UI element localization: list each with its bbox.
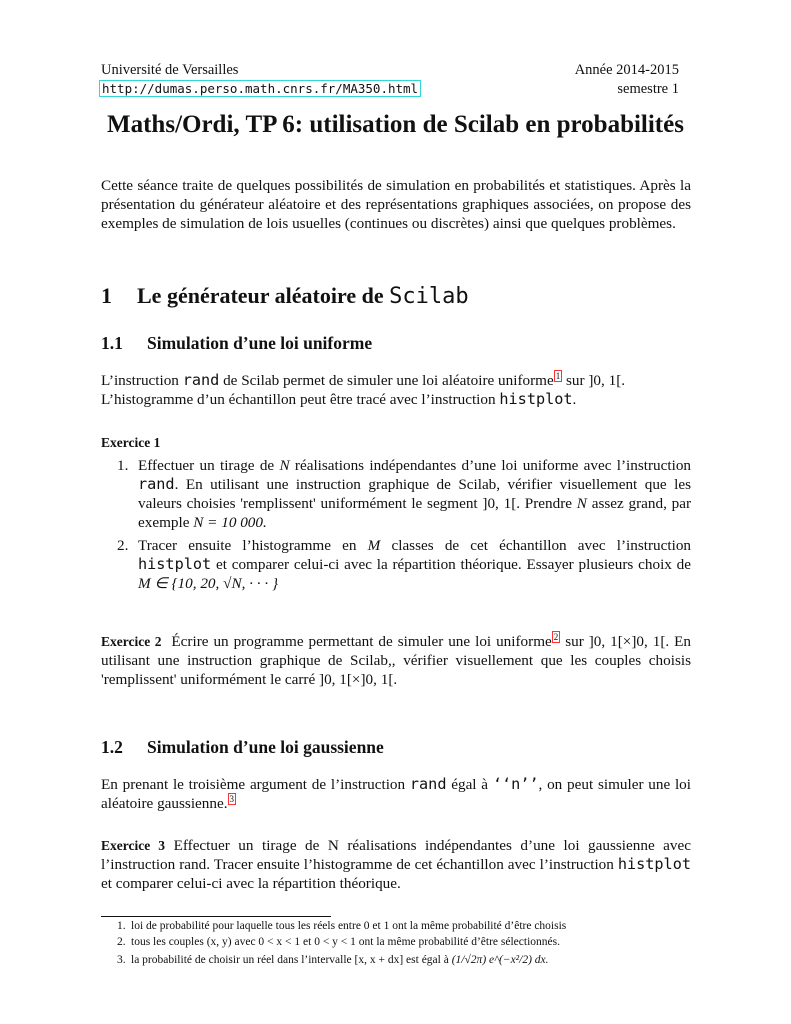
course-url-wrapper	[99, 81, 421, 98]
footnote-text: tous les couples (x, y) avec 0 < x < 1 et 0 < y < 1 ont la même probabilité d’être sélectionnés.	[131, 936, 560, 948]
footnote-text: loi de probabilité pour laquelle tous les réels entre 0 et 1 ont la même probabilité d’être choisis	[131, 920, 567, 932]
code-histplot: histplot	[617, 855, 691, 873]
list-item	[101, 456, 691, 532]
exercise-1-label: Exercice 1	[101, 435, 161, 450]
course-url-link[interactable]: http://dumas.perso.math.cnrs.fr/MA350.html	[99, 80, 421, 97]
text: sur ]0, 1[×]0, 1[. En utilisant une instruction graphique de Scilab,, vérifier visuellement que les couples choisis 'remplissent' uniformément le carré ]0, 1[×]0, 1[.	[101, 633, 691, 688]
intro-paragraph: Cette séance traite de quelques possibilités de simulation en probabilités et statistiques. Après la présentation du générateur aléatoire et des représentations graphiques associées, on propose des exemples de simulation de lois usuelles (continues ou discrètes) ainsi que quelques problèmes.	[101, 177, 691, 232]
university-name: Université de Versailles	[101, 62, 239, 78]
text: assez grand, par exemple	[138, 495, 692, 531]
page-title: Maths/Ordi, TP 6: utilisation de Scilab en probabilités	[107, 111, 684, 138]
footnote-number: 3.	[117, 954, 126, 966]
list-item	[101, 536, 691, 593]
subsection-title: Simulation d’une loi gaussienne	[147, 737, 384, 757]
section-1-heading	[101, 283, 469, 309]
subsection-number: 1.1	[101, 333, 123, 353]
list-item-number: 2.	[117, 537, 129, 554]
footnote-ref-2[interactable]: 2	[553, 631, 559, 642]
text: Écrire un programme permettant de simuler une loi uniforme	[171, 633, 552, 650]
text: réalisations indépendantes d’une loi uniforme avec l’instruction	[294, 457, 692, 474]
math-var: N	[576, 495, 587, 512]
math-var: N	[279, 457, 290, 474]
text: En prenant le troisième argument de l’instruction	[101, 776, 406, 793]
section-number: 1	[101, 283, 112, 308]
academic-year: Année 2014-2015	[574, 62, 679, 78]
subsection-1-2-heading	[101, 737, 384, 758]
footnote-2	[117, 936, 560, 948]
code-rand: rand	[182, 371, 220, 389]
text: de Scilab permet de simuler une loi aléatoire uniforme	[223, 372, 554, 389]
code-rand: rand	[138, 475, 175, 493]
exercise-1-label-line	[101, 433, 691, 452]
footnote-3	[117, 954, 549, 966]
code-histplot: histplot	[499, 390, 573, 408]
footnote-1	[117, 920, 566, 932]
footnote-rule	[101, 916, 331, 917]
subsection-number: 1.2	[101, 737, 123, 757]
footnote-text: la probabilité de choisir un réel dans l’intervalle [x, x + dx] est égal à	[131, 954, 449, 966]
code-histplot: histplot	[138, 555, 212, 573]
list-item-number: 1.	[117, 457, 129, 474]
text: classes de cet échantillon avec l’instruction	[391, 537, 692, 554]
text: . En utilisant une instruction graphique de Scilab, vérifier visuellement que les valeurs choisies 'remplissent' uniformément le segment ]0, 1[. Prendre	[138, 476, 691, 512]
exercise-3-label: Exercice 3	[101, 838, 166, 853]
gaussian-paragraph	[101, 775, 691, 813]
footnote-number: 1.	[117, 920, 126, 932]
text: L’histogramme d’un échantillon peut être tracé avec l’instruction	[101, 391, 496, 408]
text: Tracer ensuite l’histogramme en	[138, 537, 357, 554]
text: Effectuer un tirage de N réalisations indépendantes d’une loi gaussienne avec l’instruction rand. Tracer ensuite l’histogramme de cet échantillon avec l’instruction	[101, 837, 692, 873]
subsection-1-1-heading	[101, 333, 372, 354]
footnote-formula: (1/√2π) e^(−x²/2) dx.	[451, 954, 549, 966]
exercise-1-list	[101, 456, 691, 593]
text: égal à	[451, 776, 489, 793]
text: et comparer celui-ci avec la répartition théorique. Essayer plusieurs choix de	[215, 556, 691, 573]
text: L’instruction	[101, 372, 179, 389]
uniform-paragraph	[101, 371, 691, 409]
exercise-3-paragraph	[101, 836, 691, 893]
text: .	[572, 391, 577, 408]
exercise-2-label: Exercice 2	[101, 634, 162, 649]
math-equation: N = 10 000.	[193, 514, 267, 531]
footnote-ref-1[interactable]: 1	[555, 370, 561, 381]
footnote-number: 2.	[117, 936, 126, 948]
section-title: Le générateur aléatoire de	[137, 283, 384, 308]
code-rand: rand	[409, 775, 447, 793]
math-var: M	[367, 537, 381, 554]
text: , on peut simuler une loi aléatoire gaussienne.	[101, 776, 691, 812]
semester: semestre 1	[617, 81, 679, 97]
math-set: M ∈ {10, 20, √N, · · · }	[138, 575, 279, 592]
exercise-2-paragraph	[101, 632, 691, 689]
text: Effectuer un tirage de	[138, 457, 275, 474]
section-title-code: Scilab	[389, 284, 469, 309]
footnote-ref-3[interactable]: 3	[229, 793, 235, 804]
subsection-title: Simulation d’une loi uniforme	[147, 333, 373, 353]
code-n: ‘‘n’’	[492, 775, 539, 793]
text: et comparer celui-ci avec la répartition théorique.	[101, 875, 401, 892]
text: sur ]0, 1[.	[566, 372, 626, 389]
